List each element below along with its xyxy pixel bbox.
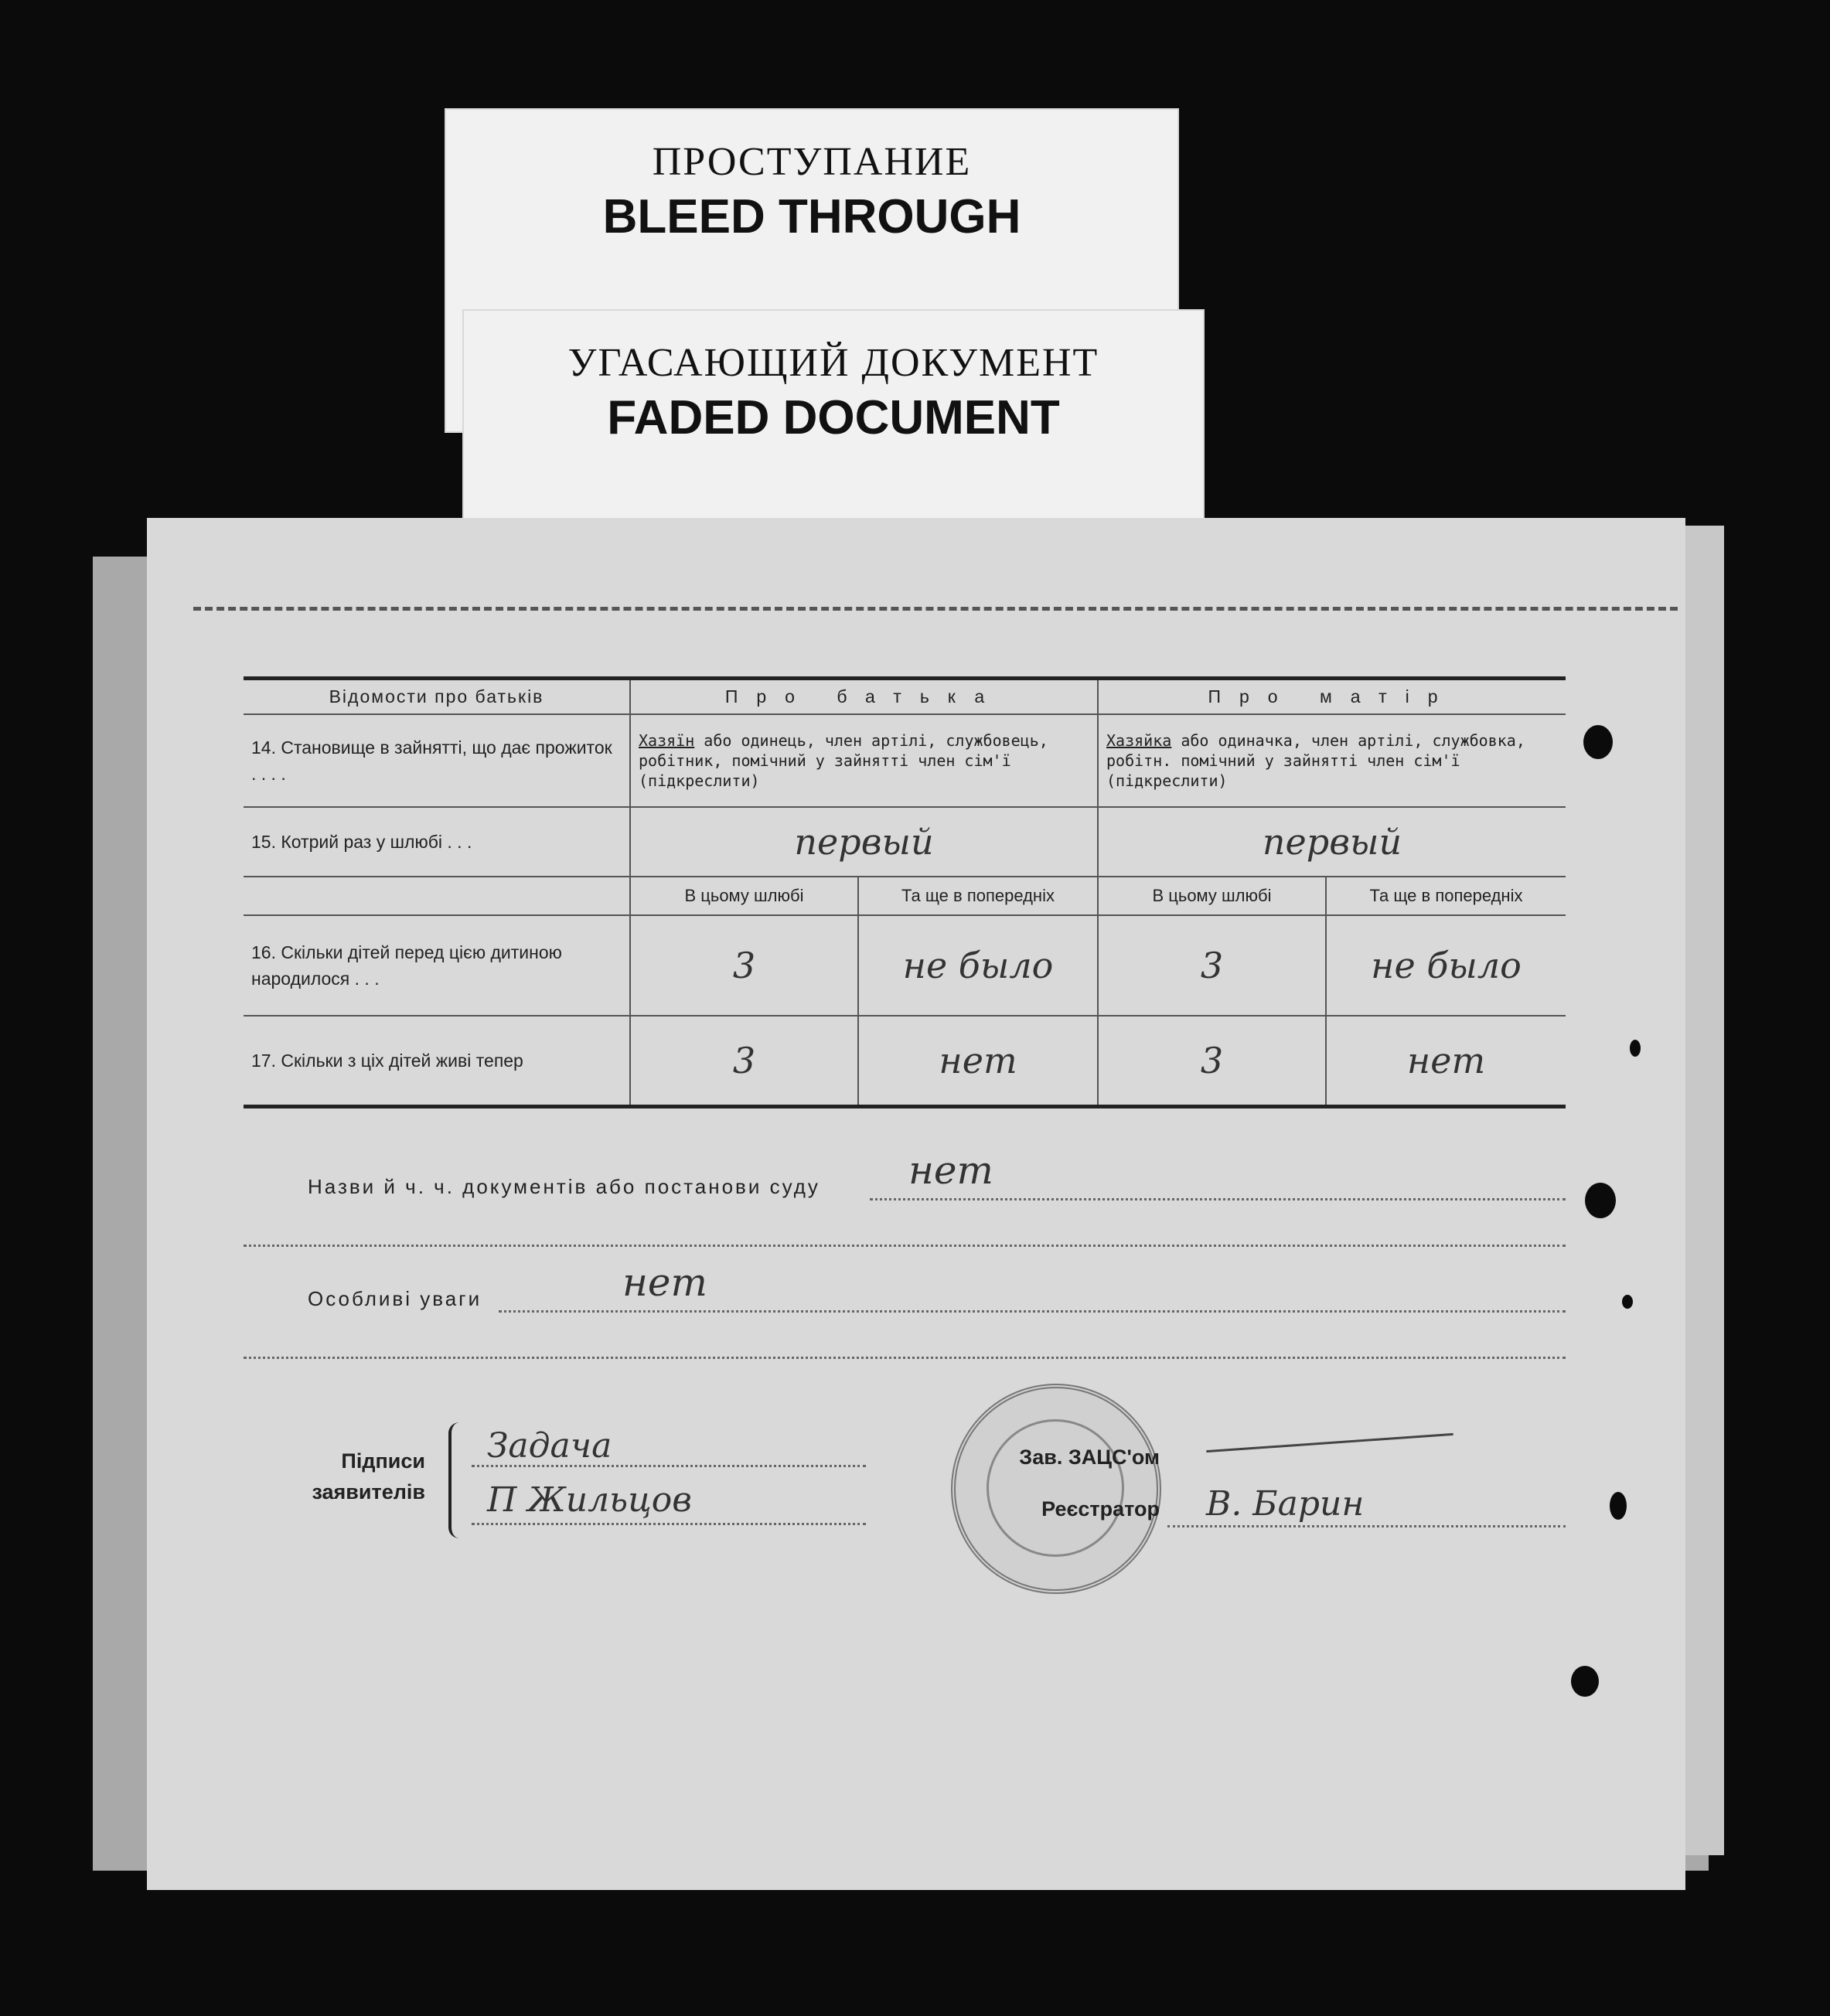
row16-mother-prev: не было — [1326, 915, 1566, 1016]
row14-mother-underlined: Хазяйка — [1106, 730, 1172, 750]
subhead-father-this: В цьому шлюбі — [630, 877, 858, 915]
binding-hole — [1630, 1040, 1641, 1057]
faded-document-en: FADED DOCUMENT — [607, 391, 1060, 444]
applicants-brace — [448, 1422, 467, 1538]
subhead-mother-this: В цьому шлюбі — [1098, 877, 1326, 915]
notes-line — [499, 1310, 1566, 1313]
notes-value: нет — [622, 1260, 707, 1305]
row17-mother-prev: нет — [1326, 1016, 1566, 1107]
row14-mother-text: або одиначка, член артілі, службовка, робітн. помічний у зайнятті член сім'ї (підкреслити) — [1106, 730, 1525, 790]
binding-hole — [1583, 725, 1613, 759]
binding-hole — [1610, 1492, 1627, 1520]
row16-father-this: 3 — [630, 915, 858, 1016]
header-father: Про батька — [630, 679, 1098, 714]
subhead-blank — [244, 877, 630, 915]
registrar-signature: В. Барин — [1206, 1484, 1365, 1524]
row17-label: 17. Скільки з ціх дітей живі тепер — [244, 1016, 630, 1107]
header-mother: Про матір — [1098, 679, 1566, 714]
applicant1-signature: Задача — [487, 1426, 612, 1466]
row14-father-text: або одинець, член артілі, службовець, робітник, помічний у зайнятті член сім'ї (підкреслити) — [639, 730, 1048, 790]
row16-father-prev: не было — [858, 915, 1098, 1016]
applicant1-line — [472, 1465, 866, 1467]
subhead-father-prev: Та ще в попередніх — [858, 877, 1098, 915]
row15-mother: первый — [1098, 807, 1566, 877]
bleed-through-ru: ПРОСТУПАНИЕ — [652, 140, 972, 184]
faded-document-ru: УГАСАЮЩИЙ ДОКУМЕНТ — [567, 341, 1099, 385]
notes-label: Особливі уваги — [308, 1287, 482, 1310]
parents-table — [244, 676, 1566, 1108]
subhead-mother-prev: Та ще в попередніх — [1326, 877, 1566, 915]
form-sheet — [147, 518, 1685, 1890]
documents-line — [870, 1198, 1566, 1200]
row16-mother-this: 3 — [1098, 915, 1326, 1016]
row14-mother — [1098, 714, 1566, 807]
binding-hole — [1585, 1183, 1616, 1218]
head-signature — [1206, 1433, 1453, 1452]
registrar-label: Реєстратор — [1041, 1497, 1160, 1521]
row15-father: первый — [630, 807, 1098, 877]
applicants-label: Підписи заявителів — [312, 1449, 425, 1503]
bleed-through-en: BLEED THROUGH — [602, 190, 1021, 243]
binding-hole — [1622, 1295, 1633, 1309]
row14-father — [630, 714, 1098, 807]
head-label: Зав. ЗАЦС'ом — [1019, 1446, 1160, 1469]
row15-label: 15. Котрий раз у шлюбі . . . — [244, 807, 630, 877]
documents-label: Назви й ч. ч. документів або постанови суду — [308, 1175, 820, 1198]
official-stamp — [951, 1384, 1161, 1594]
row17-mother-this: 3 — [1098, 1016, 1326, 1107]
row17-father-this: 3 — [630, 1016, 858, 1107]
registrar-line — [1167, 1525, 1566, 1527]
binding-hole — [1571, 1666, 1599, 1697]
documents-value: нет — [908, 1148, 993, 1193]
row14-label: 14. Становище в зайнятті, що дає прожиток . . . . — [244, 714, 630, 807]
applicant2-signature: П Жильцов — [487, 1480, 692, 1520]
row14-father-underlined: Хазяїн — [639, 730, 695, 750]
tear-line — [193, 607, 1678, 611]
row17-father-prev: нет — [858, 1016, 1098, 1107]
row16-label: 16. Скільки дітей перед цією дитиною народилося . . . — [244, 915, 630, 1016]
documents-line-2 — [244, 1245, 1566, 1247]
faded-document-card — [462, 309, 1205, 541]
notes-line-2 — [244, 1357, 1566, 1359]
header-info: Відомости про батьків — [244, 679, 630, 714]
applicant2-line — [472, 1523, 866, 1525]
